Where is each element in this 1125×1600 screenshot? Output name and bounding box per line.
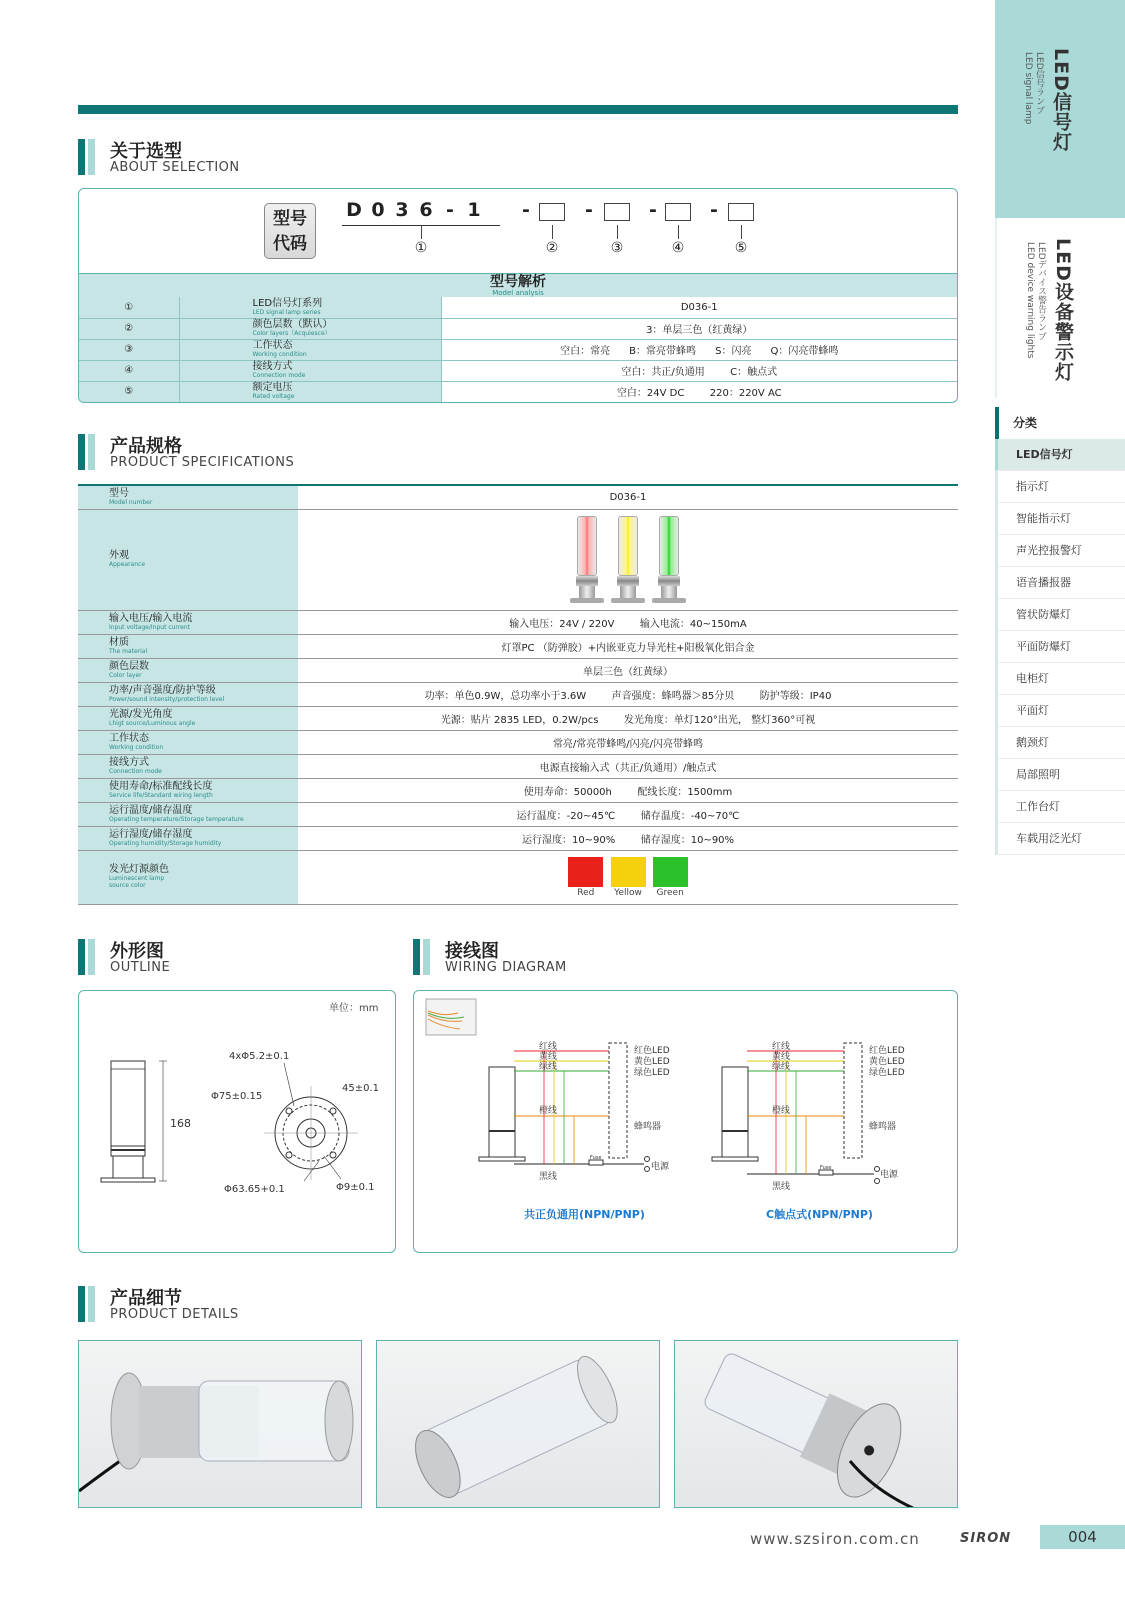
code-dash: - [710,199,718,221]
heading-bar [88,139,95,175]
table-row [78,730,958,754]
spec-key: 运行湿度/储存湿度 Operating humidity/Storage humidity [78,826,298,850]
label-wire-black: 黑线 [772,1182,791,1192]
table-row [78,802,958,826]
section-title-cn: 关于选型 [110,141,182,162]
table-row [78,682,958,706]
heading-bar [423,939,430,975]
sidebar-item[interactable]: 电柜灯 [995,663,1125,695]
appearance-image [298,509,958,610]
label-wire-green: 绿线 [772,1062,791,1072]
code-char: D [346,199,362,221]
sidebar-item[interactable]: 平面灯 [995,695,1125,727]
code-slot-2 [539,203,565,221]
label-buzzer: 蜂鸣器 [869,1122,897,1132]
dim-holes: 4xΦ5.2±0.1 [229,1051,290,1062]
label-led-yellow: 黄色LED [869,1057,905,1067]
top-accent-bar [78,105,958,114]
code-index: ⑤ [734,240,748,256]
sidebar-item[interactable]: 平面防爆灯 [995,631,1125,663]
heading-bar [78,1286,85,1322]
section-title-cn: 接线图 [445,941,499,962]
spec-value: 使用寿命：50000h 配线长度：1500mm [298,778,958,802]
spec-value: 单层三色（红黄绿） [298,658,958,682]
row-value: 空白：常亮 B：常亮带蜂鸣 S：闪亮 Q：闪亮带蜂鸣 [441,339,957,360]
heading-bar [413,939,420,975]
label-led-red: 红色LED [634,1046,670,1056]
label-wire-yellow: 黄线 [539,1052,558,1062]
spec-key: 颜色层数 Color layer [78,658,298,682]
label-fuse: Fuse [590,1155,602,1161]
table-row [78,634,958,658]
section-title-en: PRODUCT DETAILS [110,1307,239,1322]
sidebar-item[interactable]: 局部照明 [995,759,1125,791]
dim-45: 45±0.1 [342,1083,380,1094]
swatch-red: Red [568,857,603,898]
code-dash: - [522,199,530,221]
table-row [78,850,958,904]
dim-d75: Φ75±0.15 [211,1091,263,1102]
row-name: 工作状态 Working condition [179,339,441,360]
model-code-prefix [342,199,486,221]
sidebar-item[interactable]: 指示灯 [995,471,1125,503]
code-char: 1 [467,199,481,221]
table-row [79,318,957,339]
code-index: ④ [671,240,685,256]
lamp-green-image [656,516,682,604]
label-wire-yellow: 黄线 [772,1052,791,1062]
page-number: 004 [1040,1525,1125,1549]
section-title-en: OUTLINE [110,960,171,975]
table-row [79,339,957,360]
code-index: ③ [610,240,624,256]
label-wire-red: 红线 [772,1042,791,1052]
analysis-subtitle: Model analysis [492,289,544,297]
code-slot-4 [665,203,691,221]
spec-key: 材质 The material [78,634,298,658]
sidebar-menu-head: 分类 [995,407,1125,439]
code-tick [678,225,679,239]
code-dash: - [649,199,657,221]
code-tick [741,225,742,239]
model-analysis-table [79,297,957,402]
table-row [78,706,958,730]
lamp-red-image [574,516,600,604]
detail-photo-3 [674,1340,958,1508]
label-wire-red: 红线 [539,1042,558,1052]
sidebar-item[interactable]: 车载用泛光灯 [995,823,1125,855]
selection-box [78,188,958,403]
code-tick [421,225,422,239]
code-index: ② [545,240,559,256]
code-tick [552,225,553,239]
badge-line2: 代码 [273,234,307,254]
table-row [78,509,958,610]
swatch-green: Green [653,857,688,898]
sidebar-item[interactable]: 鹅颈灯 [995,727,1125,759]
sidebar-item[interactable]: 管状防爆灯 [995,599,1125,631]
wiring-drawing [414,991,958,1253]
badge-line1: 型号 [273,209,307,229]
wiring-caption-2: C触点式(NPN/PNP) [766,1208,873,1221]
spec-value: 功率：单色0.9W，总功率小于3.6W 声音强度：蜂鸣器＞85分贝 防护等级：IP40 [298,682,958,706]
model-analysis-header [79,273,957,297]
sidebar-item[interactable]: LED信号灯 [995,439,1125,471]
label-led-red: 红色LED [869,1046,905,1056]
spec-value: 灯罩PC （防弹胶）+内嵌亚克力导光柱+阳极氧化铝合金 [298,634,958,658]
unit-label: 单位：mm [329,1003,379,1014]
row-value: 空白：24V DC 220：220V AC [441,381,957,402]
outline-drawing [79,991,396,1253]
spec-key: 光源/发光角度 Lhigt source/Luminous angle [78,706,298,730]
spec-value: 光源：贴片 2835 LED，0.2W/pcs 发光角度：单灯120°出光， 整灯360°可视 [298,706,958,730]
row-name: 额定电压 Rated voltage [179,381,441,402]
label-fuse: Fuse [820,1165,832,1171]
code-char: - [446,199,454,221]
section-title-cn: 产品规格 [110,436,182,457]
sidebar-item[interactable]: 声光控报警灯 [995,535,1125,567]
table-row [79,381,957,402]
spec-key: 发光灯源颜色 Luminescent lamp source color [78,850,298,904]
dim-d63: Φ63.65+0.1 [224,1184,285,1195]
row-value: 空白：共正/负通用 C：触点式 [441,360,957,381]
spec-key: 功率/声音强度/防护等级 Power/sound intensity/protection level [78,682,298,706]
spec-value: 常亮/常亮带蜂鸣/闪亮/闪亮带蜂鸣 [298,730,958,754]
code-tick [617,225,618,239]
heading-bar [78,434,85,470]
code-char: 3 [395,199,409,221]
heading-bar [88,434,95,470]
sidebar-top-title: LED信号灯 [1050,48,1072,152]
label-power: 电源 [651,1162,670,1172]
code-char: 6 [419,199,433,221]
label-wire-green: 绿线 [539,1062,558,1072]
sidebar-mid-title: LED设备警示灯 [1052,238,1074,382]
label-wire-black: 黑线 [539,1172,558,1182]
sidebar-category-led-signal[interactable] [995,0,1125,218]
footer-brand-logo: SIRON [960,1531,1012,1546]
sidebar-item[interactable]: 工作台灯 [995,791,1125,823]
heading-bar [78,939,85,975]
lamp-yellow-image [615,516,641,604]
row-name: LED信号灯系列 LED signal lamp series [179,297,441,318]
sidebar-menu [995,407,1125,855]
detail-photo-2 [376,1340,660,1508]
label-wire-orange: 橙线 [772,1106,791,1116]
code-slot-5 [728,203,754,221]
section-title-cn: 外形图 [110,941,164,962]
sidebar-mid-sub: LEDデバイス警告ランプ LED device warning lights [1025,242,1046,359]
heading-bar [88,1286,95,1322]
label-buzzer: 蜂鸣器 [634,1122,662,1132]
row-value: D036-1 [441,297,957,318]
row-num: ⑤ [79,381,179,402]
table-row [78,826,958,850]
label-led-green: 绿色LED [634,1068,670,1078]
section-title-en: WIRING DIAGRAM [445,960,567,975]
spec-table [78,484,958,905]
row-name: 接线方式 Connection mode [179,360,441,381]
swatch-yellow: Yellow [611,857,646,898]
analysis-title: 型号解析 [490,274,546,290]
row-name: 颜色层数（默认） Color layers（Acquiesce） [179,318,441,339]
table-row [78,485,958,509]
heading-bar [88,939,95,975]
dim-d9: Φ9±0.1 [336,1182,375,1193]
color-swatches [298,850,958,904]
spec-key: 型号 Model number [78,485,298,509]
spec-key: 外观 Appearance [78,509,298,610]
table-row [78,778,958,802]
section-title-cn: 产品细节 [110,1288,182,1309]
row-num: ③ [79,339,179,360]
outline-box [78,990,396,1253]
right-sidebar [995,0,1125,1600]
spec-key: 使用寿命/标准配线长度 Service life/Standard wiring length [78,778,298,802]
code-char: 0 [371,199,385,221]
model-code-badge [264,203,316,259]
table-row [79,297,957,318]
spec-key: 输入电压/输入电流 Input voltage/Input current [78,610,298,634]
footer-url[interactable]: www.szsiron.com.cn [750,1530,920,1548]
table-row [79,360,957,381]
sidebar-top-sub: LED信号ランプ LED signal lamp [1023,52,1044,125]
dim-168: 168 [170,1117,191,1130]
wiring-caption-1: 共正负通用(NPN/PNP) [524,1208,645,1221]
heading-bar [78,139,85,175]
sidebar-category-warning[interactable] [995,218,1125,398]
row-value: 3：单层三色（红黄绿） [441,318,957,339]
row-num: ① [79,297,179,318]
row-num: ④ [79,360,179,381]
code-dash: - [585,199,593,221]
spec-value: D036-1 [298,485,958,509]
label-led-green: 绿色LED [869,1068,905,1078]
code-slot-3 [604,203,630,221]
spec-key: 运行温度/储存温度 Operating temperature/Storage temperature [78,802,298,826]
spec-value: 电源直接输入式（共正/负通用）/触点式 [298,754,958,778]
table-row [78,754,958,778]
label-power: 电源 [880,1170,899,1180]
code-index: ① [414,240,428,256]
wiring-box [413,990,958,1253]
spec-value: 运行湿度：10~90% 储存湿度：10~90% [298,826,958,850]
spec-key: 接线方式 Connection mode [78,754,298,778]
spec-key: 工作状态 Working condition [78,730,298,754]
sidebar-item[interactable]: 语音播报器 [995,567,1125,599]
section-title-en: ABOUT SELECTION [110,160,240,175]
section-title-en: PRODUCT SPECIFICATIONS [110,455,295,470]
detail-photo-1 [78,1340,362,1508]
row-num: ② [79,318,179,339]
spec-value: 运行温度：-20~45℃ 储存温度：-40~70℃ [298,802,958,826]
table-row [78,658,958,682]
label-led-yellow: 黄色LED [634,1057,670,1067]
label-wire-orange: 橙线 [539,1106,558,1116]
sidebar-item[interactable]: 智能指示灯 [995,503,1125,535]
spec-value: 输入电压：24V / 220V 输入电流：40~150mA [298,610,958,634]
table-row [78,610,958,634]
